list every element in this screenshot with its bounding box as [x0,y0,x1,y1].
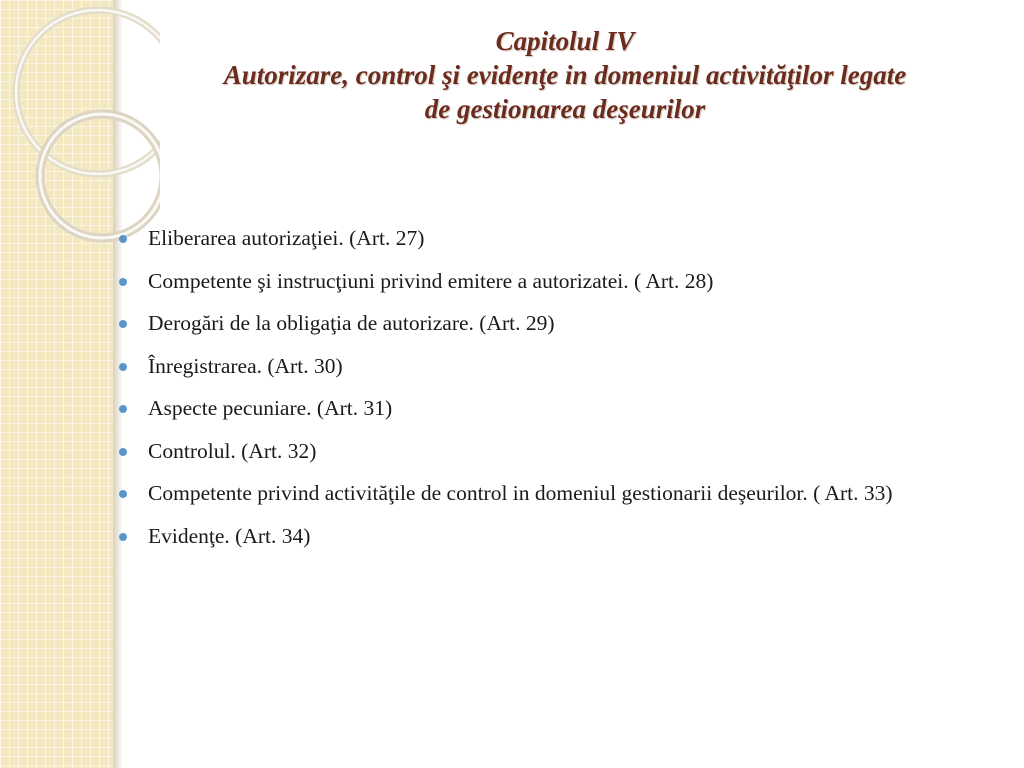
slide-title [130,24,1000,126]
list-item-text: Eliberarea autorizaţiei. (Art. 27) [148,226,425,250]
list-item [118,520,978,553]
bullet-dot-icon [119,278,127,286]
list-item [118,307,978,340]
list-item-text: Aspecte pecuniare. (Art. 31) [148,396,393,420]
list-item-text: Competente privind activităţile de control in domeniul gestionarii deşeurilor. ( Art. 33) [148,481,893,505]
list-item [118,265,978,298]
list-item [118,350,978,383]
list-item [118,435,978,468]
list-item [118,477,978,510]
bullet-dot-icon [119,533,127,541]
list-item-text: Derogări de la obligaţia de autorizare. (Art. 29) [148,311,555,335]
title-subtitle-line-2: de gestionarea deşeurilor [424,94,706,124]
list-item [118,222,978,255]
bullet-dot-icon [119,448,127,456]
bullet-dot-icon [119,235,127,243]
list-item-text: Înregistrarea. (Art. 30) [148,353,343,378]
bullet-list [118,222,978,562]
list-item [118,392,978,425]
bullet-dot-icon [119,490,127,498]
bullet-dot-icon [119,320,127,328]
list-item-text: Controlul. (Art. 32) [148,438,317,463]
title-chapter: Capitolul IV [495,26,635,56]
title-subtitle-line-1: Autorizare, control şi evidenţe in domeniul activităţilor legate [223,60,907,90]
list-item-text: Competente şi instrucţiuni privind emitere a autorizatei. ( Art. 28) [148,268,714,293]
bullet-dot-icon [119,363,127,371]
bullet-dot-icon [119,405,127,413]
list-item-text: Evidenţe. (Art. 34) [148,523,311,548]
